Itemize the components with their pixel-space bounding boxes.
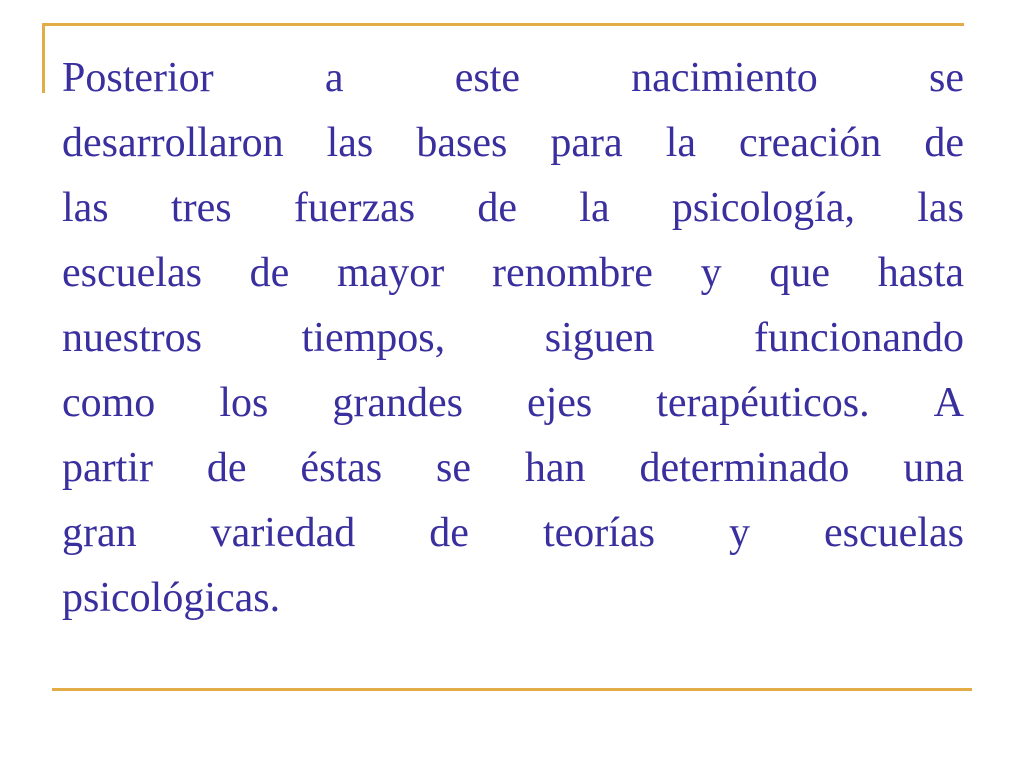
- word: de: [477, 185, 518, 231]
- word: éstas: [300, 445, 383, 491]
- paragraph-line: [62, 501, 964, 566]
- paragraph-line: psicológicas.: [62, 575, 281, 621]
- word: las: [62, 185, 109, 231]
- word: renombre: [492, 250, 653, 296]
- word: este: [454, 55, 520, 101]
- word: ejes: [526, 380, 593, 426]
- word: psicología,: [671, 185, 855, 231]
- word: variedad: [210, 510, 356, 556]
- word: de: [924, 120, 964, 166]
- word: de: [206, 445, 247, 491]
- word: las: [326, 120, 374, 166]
- word: como: [62, 380, 156, 426]
- word: se: [928, 55, 964, 101]
- word: de: [249, 250, 290, 296]
- word: que: [769, 250, 830, 296]
- word: grandes: [332, 380, 463, 426]
- word: partir: [62, 445, 153, 491]
- word: Posterior: [62, 55, 214, 101]
- word: tiempos,: [301, 315, 446, 361]
- word: fuerzas: [293, 185, 416, 231]
- word: para: [550, 120, 623, 166]
- word: hasta: [877, 250, 964, 296]
- paragraph-line: [62, 111, 964, 176]
- bottom-accent-rule: [52, 688, 972, 691]
- word: nacimiento: [631, 55, 818, 101]
- word: se: [435, 445, 471, 491]
- word: y: [728, 510, 750, 556]
- word: la: [579, 185, 610, 231]
- paragraph-line: [62, 436, 964, 501]
- word: a: [324, 55, 344, 101]
- paragraph-line: [62, 46, 964, 111]
- word: de: [429, 510, 469, 556]
- top-accent-rule: [42, 23, 964, 26]
- paragraph-line: [62, 241, 964, 306]
- word: nuestros: [62, 315, 202, 361]
- word: escuelas: [62, 250, 202, 296]
- word: las: [917, 185, 964, 231]
- body-paragraph: [62, 46, 964, 631]
- word: funcionando: [754, 315, 964, 361]
- word: creación: [739, 120, 882, 166]
- word: escuelas: [824, 510, 964, 556]
- word: gran: [62, 510, 137, 556]
- word: teorías: [542, 510, 655, 556]
- word: terapéuticos.: [656, 380, 870, 426]
- word: mayor: [337, 250, 445, 296]
- paragraph-line: [62, 306, 964, 371]
- word: bases: [416, 120, 508, 166]
- paragraph-line: [62, 176, 964, 241]
- word: han: [524, 445, 586, 491]
- word: y: [700, 250, 722, 296]
- word: desarrollaron: [62, 120, 284, 166]
- word: A: [933, 380, 964, 426]
- paragraph-line: [62, 371, 964, 436]
- left-corner-accent-rule: [42, 23, 45, 93]
- word: la: [665, 120, 696, 166]
- word: los: [219, 380, 269, 426]
- word: determinado: [639, 445, 850, 491]
- word: siguen: [544, 315, 655, 361]
- word: tres: [170, 185, 232, 231]
- word: una: [903, 445, 964, 491]
